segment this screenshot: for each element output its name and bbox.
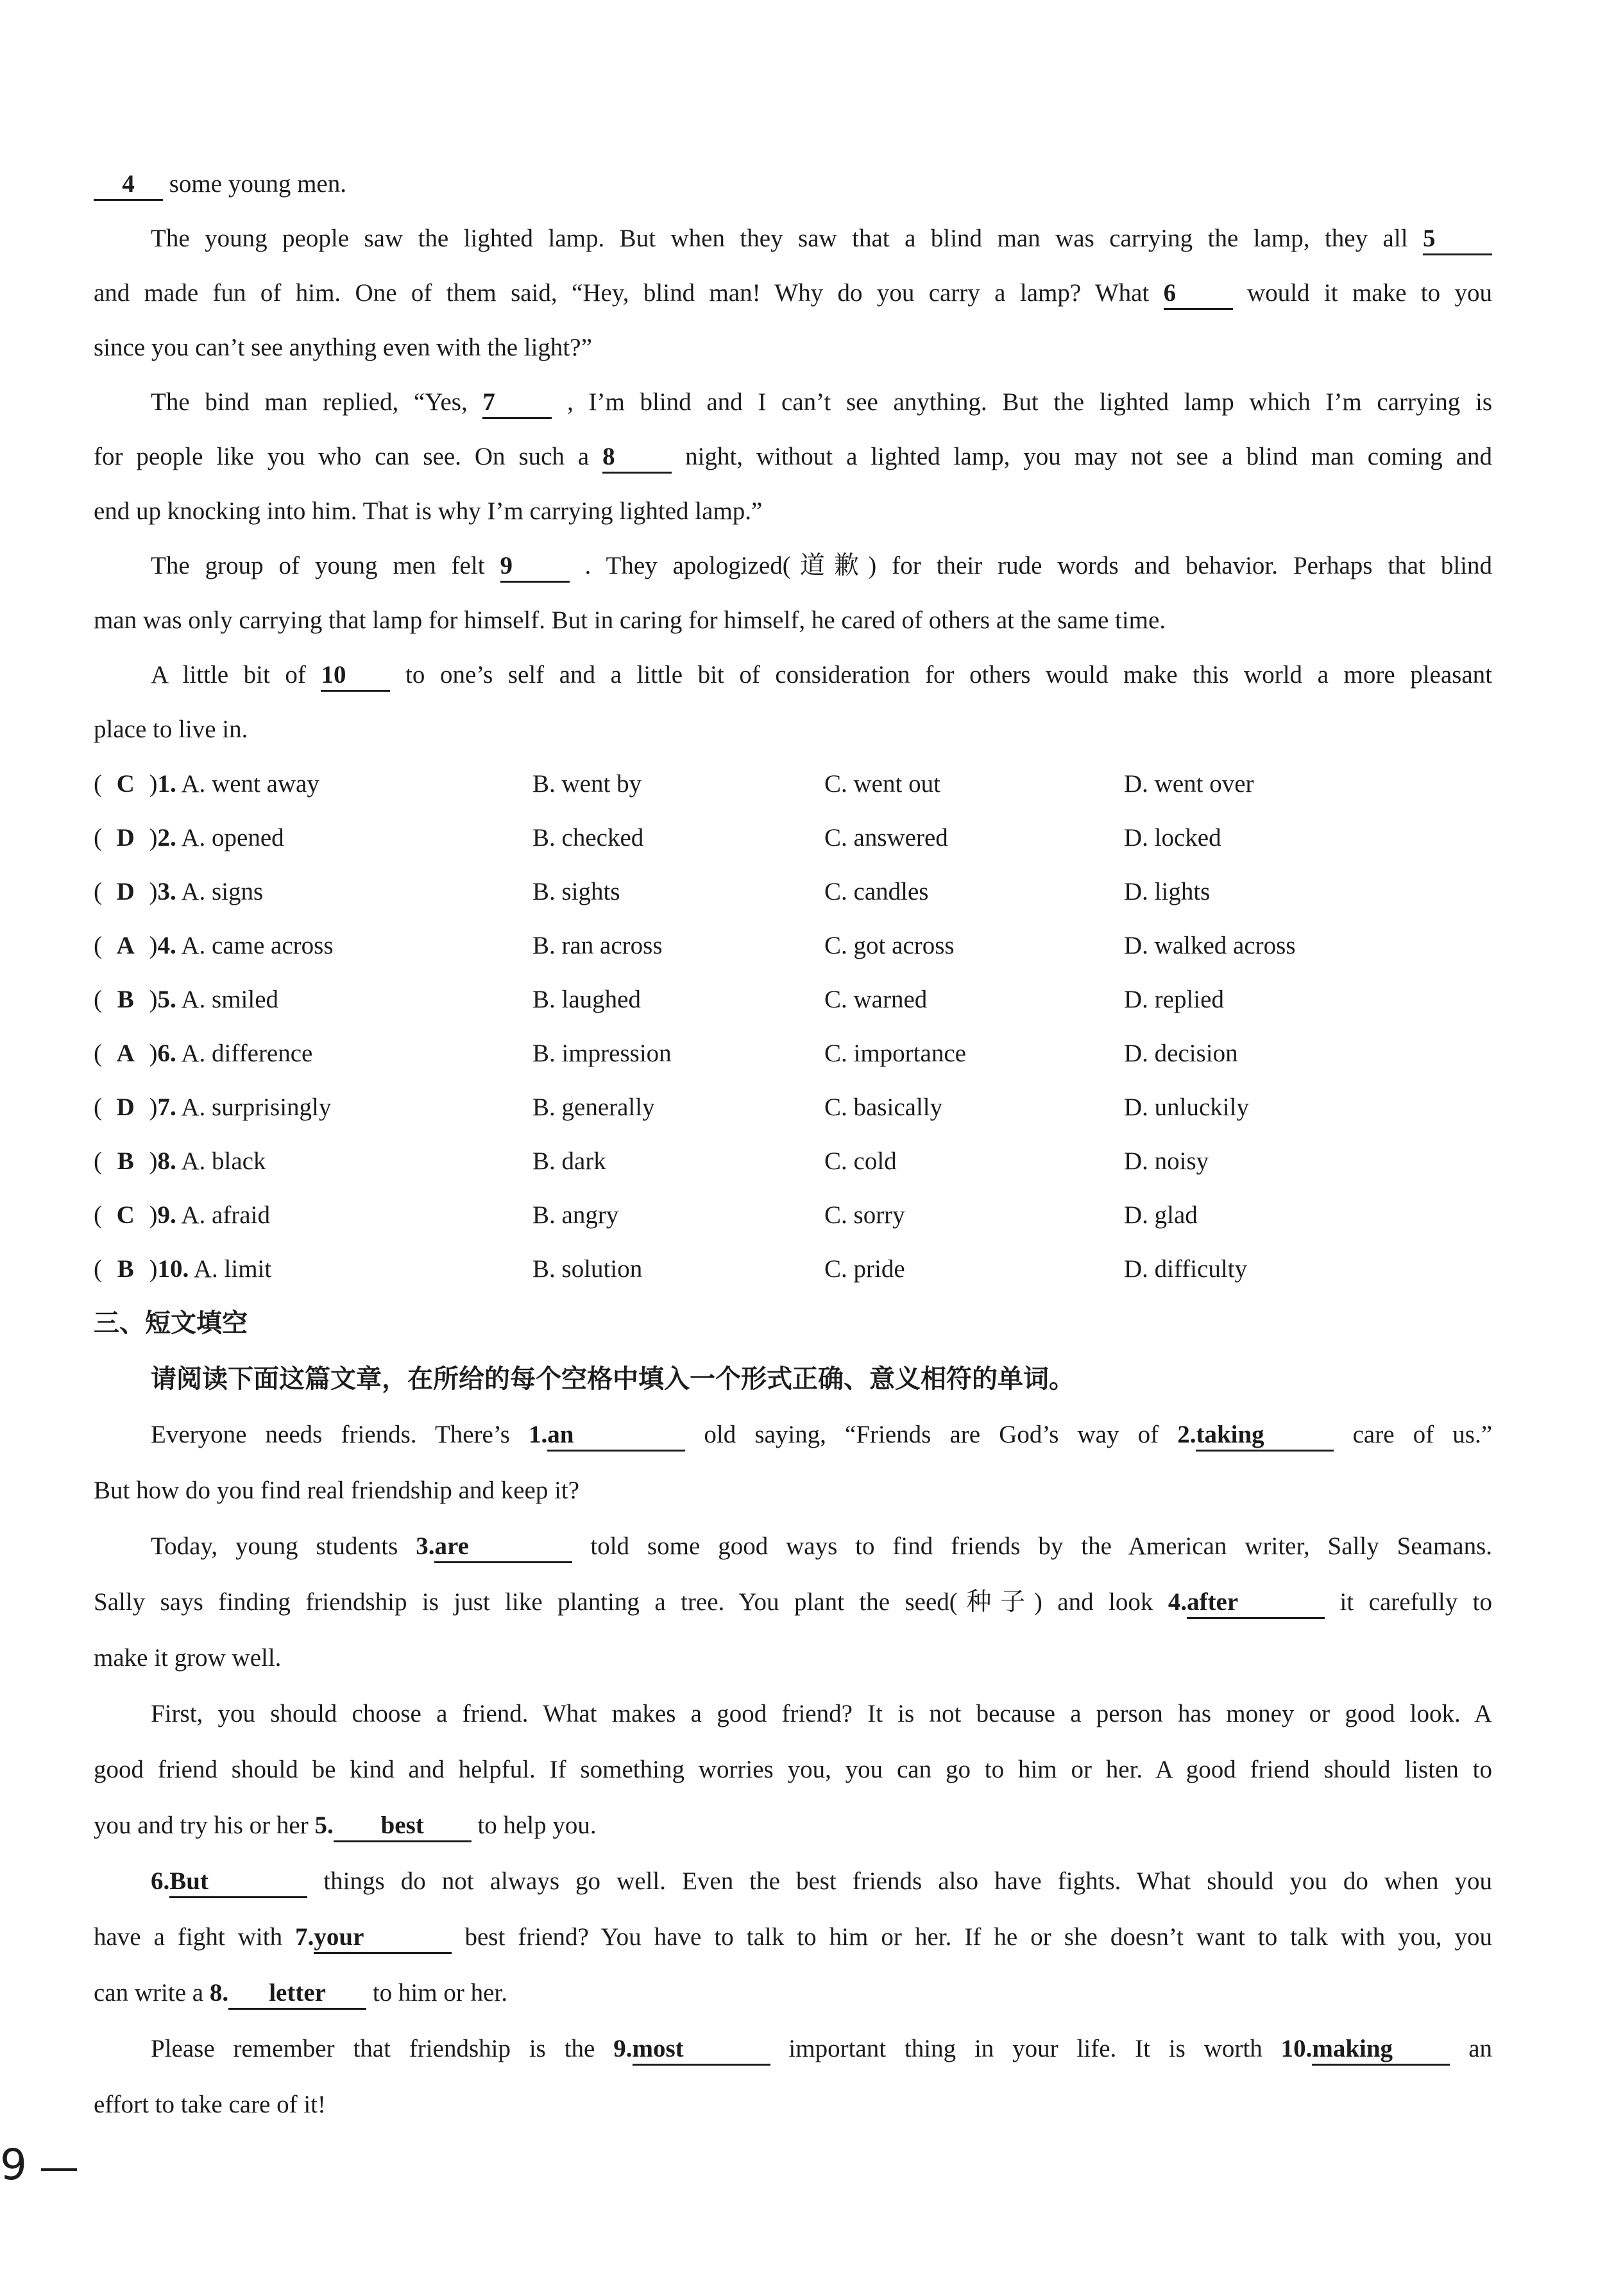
text: A little bit of xyxy=(151,661,306,689)
passage1-line-7: end up knocking into him. That is why I’m carrying lighted lamp.” xyxy=(94,497,763,525)
blank-number: 10. xyxy=(1280,2035,1313,2062)
text: for people like you who can see. On such a xyxy=(94,443,590,470)
text: important thing in your life. It is worth xyxy=(788,2035,1262,2062)
text: , I’m blind and I can’t see anything. But the lighted lamp which I’m carrying is xyxy=(567,388,1493,416)
option-c: C. warned xyxy=(824,986,928,1013)
blank-number: 8. xyxy=(209,1979,229,2007)
text: would it make to you xyxy=(1247,279,1492,307)
answer-blank-2: taking xyxy=(1196,1420,1334,1452)
blank-number: 3. xyxy=(416,1532,435,1560)
answer-mark: C xyxy=(116,770,135,798)
option-d: D. replied xyxy=(1124,986,1224,1013)
option-d: D. unluckily xyxy=(1124,1093,1249,1121)
answer-mark: D xyxy=(116,824,135,852)
passage2-line-12 xyxy=(151,2022,1492,2076)
question-stem: ( D )7. A. surprisingly xyxy=(94,1081,331,1135)
answer-blank-5: best xyxy=(334,1811,472,1842)
option-a: A. signs xyxy=(181,878,264,905)
option-c: C. cold xyxy=(824,1147,897,1175)
text: Please remember that friendship is the xyxy=(151,2035,595,2062)
option-a: A. black xyxy=(181,1147,266,1175)
option-c: C. pride xyxy=(824,1255,905,1283)
question-row xyxy=(0,919,1598,973)
text: best friend? You have to talk to him or her. If he or she doesn’t want to talk with you, you xyxy=(464,1923,1493,1951)
option-d: D. locked xyxy=(1124,824,1221,852)
option-d: D. lights xyxy=(1124,878,1211,905)
passage2-line-3 xyxy=(151,1520,1492,1573)
option-d: D. decision xyxy=(1124,1040,1238,1067)
blank-4: 4 xyxy=(94,169,163,201)
option-b: B. sights xyxy=(532,878,620,905)
page-number: 9 xyxy=(0,2140,27,2189)
answer-mark: B xyxy=(117,1255,134,1283)
question-stem: ( B )5. A. smiled xyxy=(94,973,278,1027)
text: it carefully to xyxy=(1339,1588,1492,1616)
passage1-line-11: place to live in. xyxy=(94,715,248,743)
text: and made fun of him. One of them said, “Hey, blind man! Why do you carry a lamp? What xyxy=(94,279,1150,307)
option-c: C. basically xyxy=(824,1093,943,1121)
question-number: 3. xyxy=(157,878,176,905)
question-number: 7. xyxy=(157,1093,176,1121)
question-row xyxy=(0,1188,1598,1242)
question-row xyxy=(0,1081,1598,1135)
option-a: A. smiled xyxy=(181,986,279,1013)
option-a: A. went away xyxy=(181,770,319,798)
option-a: A. opened xyxy=(181,824,284,852)
blank-number: 9. xyxy=(613,2035,633,2062)
passage2-line-1 xyxy=(151,1408,1492,1462)
option-a: A. limit xyxy=(193,1255,272,1283)
text: have a fight with xyxy=(94,1923,283,1951)
passage2-line-4 xyxy=(94,1575,1492,1629)
passage1-line-9: man was only carrying that lamp for himself. But in caring for himself, he cared of others at the same time. xyxy=(94,606,1166,634)
option-c: C. candles xyxy=(824,878,929,905)
option-b: B. checked xyxy=(532,824,644,852)
text: some young men. xyxy=(169,170,346,198)
passage1-line-3 xyxy=(94,266,1492,320)
text: you and try his or her xyxy=(94,1812,309,1839)
answer-mark: B xyxy=(117,1147,134,1175)
question-row xyxy=(0,865,1598,919)
option-b: B. ran across xyxy=(532,932,663,959)
answer-mark: A xyxy=(116,932,135,959)
question-stem: ( B )8. A. black xyxy=(94,1135,266,1188)
text: The bind man replied, “Yes, xyxy=(151,388,468,416)
option-c: C. answered xyxy=(824,824,948,852)
text: can write a xyxy=(94,1979,204,2007)
answer-mark: D xyxy=(116,1093,135,1121)
option-a: A. afraid xyxy=(181,1201,270,1229)
text: The group of young men felt xyxy=(151,552,485,579)
text: things do not always go well. Even the best friends also have fights. What should you do when you xyxy=(323,1867,1493,1895)
blank-10: 10 xyxy=(321,660,390,692)
passage2-line-8 xyxy=(94,1799,1492,1853)
question-stem: ( D )3. A. signs xyxy=(94,865,263,919)
option-d: D. difficulty xyxy=(1124,1255,1248,1283)
question-stem: ( A )4. A. came across xyxy=(94,919,334,973)
text: told some good ways to find friends by the American writer, Sally Seamans. xyxy=(590,1532,1493,1560)
question-stem: ( C )1. A. went away xyxy=(94,757,319,811)
question-number: 6. xyxy=(157,1040,176,1067)
question-stem: ( C )9. A. afraid xyxy=(94,1188,270,1242)
answer-blank-6: But xyxy=(169,1867,307,1898)
blank-number: 4. xyxy=(1168,1588,1187,1616)
text: Sally says finding friendship is just like planting a tree. You plant the seed(种子) and look xyxy=(94,1588,1153,1616)
option-b: B. laughed xyxy=(532,986,641,1013)
option-d: D. noisy xyxy=(1124,1147,1209,1175)
passage2-line-11 xyxy=(94,1966,1492,2020)
answer-mark: A xyxy=(116,1040,135,1067)
text: Everyone needs friends. There’s xyxy=(151,1421,510,1448)
question-row xyxy=(0,1242,1598,1296)
answer-mark: B xyxy=(117,986,134,1013)
answer-mark: C xyxy=(116,1201,135,1229)
option-c: C. importance xyxy=(824,1040,966,1067)
passage1-line-8 xyxy=(151,539,1492,593)
question-number: 4. xyxy=(157,932,176,959)
passage2-line-9 xyxy=(151,1855,1492,1908)
text: to one’s self and a little bit of consideration for others would make this world a more pleasant xyxy=(405,661,1492,689)
blank-5: 5 xyxy=(1423,224,1492,255)
blank-number: 6. xyxy=(151,1867,170,1895)
answer-blank-3: are xyxy=(434,1532,572,1563)
text: an xyxy=(1468,2035,1493,2062)
question-stem: ( D )2. A. opened xyxy=(94,811,284,865)
option-b: B. dark xyxy=(532,1147,606,1175)
passage2-line-6: First, you should choose a friend. What makes a good friend? It is not because a person has money or good look. A xyxy=(151,1700,1492,1727)
option-b: B. solution xyxy=(532,1255,643,1283)
blank-number: 2. xyxy=(1177,1421,1196,1448)
passage2-line-2: But how do you find real friendship and keep it? xyxy=(94,1477,580,1504)
answer-mark: D xyxy=(116,878,135,905)
passage2-line-10 xyxy=(94,1910,1492,1964)
passage1-line-1 xyxy=(94,157,1492,211)
option-b: B. went by xyxy=(532,770,642,798)
answer-blank-7: your xyxy=(314,1923,452,1954)
question-number: 1. xyxy=(157,770,176,798)
blank-8: 8 xyxy=(602,442,672,474)
text: Today, young students xyxy=(151,1532,398,1560)
passage2-line-7: good friend should be kind and helpful. If something worries you, you can go to him or her. A good friend should listen to xyxy=(94,1756,1492,1783)
option-d: D. went over xyxy=(1124,770,1254,798)
passage2-line-5: make it grow well. xyxy=(94,1644,282,1672)
section3-heading: 三、短文填空 xyxy=(94,1308,248,1338)
option-b: B. generally xyxy=(532,1093,655,1121)
text: to help you. xyxy=(477,1812,597,1839)
blank-number: 5. xyxy=(314,1812,334,1839)
blank-9: 9 xyxy=(500,551,570,583)
passage1-line-5 xyxy=(151,375,1492,429)
question-number: 10. xyxy=(157,1255,189,1283)
question-row xyxy=(0,973,1598,1027)
passage1-line-2 xyxy=(151,212,1492,266)
option-a: A. difference xyxy=(181,1040,313,1067)
passage1-line-10 xyxy=(151,648,1492,702)
question-row xyxy=(0,811,1598,865)
text: to him or her. xyxy=(372,1979,507,2007)
blank-6: 6 xyxy=(1164,278,1233,310)
question-stem: ( A )6. A. difference xyxy=(94,1027,312,1081)
option-a: A. surprisingly xyxy=(181,1093,332,1121)
passage1-line-6 xyxy=(94,430,1492,484)
text: night, without a lighted lamp, you may not see a blind man coming and xyxy=(685,443,1493,470)
option-c: C. went out xyxy=(824,770,940,798)
answer-blank-8: letter xyxy=(228,1978,366,2010)
question-row xyxy=(0,1135,1598,1188)
question-row xyxy=(0,1027,1598,1081)
option-c: C. sorry xyxy=(824,1201,905,1229)
option-d: D. glad xyxy=(1124,1201,1198,1229)
option-d: D. walked across xyxy=(1124,932,1296,959)
passage2-line-13: effort to take care of it! xyxy=(94,2091,327,2118)
question-number: 2. xyxy=(157,824,176,852)
question-number: 5. xyxy=(157,986,176,1013)
passage1-line-4: since you can’t see anything even with the light?” xyxy=(94,334,592,361)
answer-blank-10: making xyxy=(1312,2034,1450,2066)
option-a: A. came across xyxy=(181,932,334,959)
section3-instruction: 请阅读下面这篇文章，在所给的每个空格中填入一个形式正确、意义相符的单词。 xyxy=(151,1364,1075,1394)
blank-number: 1. xyxy=(529,1421,548,1448)
question-stem: ( B )10. A. limit xyxy=(94,1242,271,1296)
text: . They apologized(道歉) for their rude words and behavior. Perhaps that blind xyxy=(584,552,1493,579)
question-number: 8. xyxy=(157,1147,176,1175)
page-number-dash xyxy=(41,2168,77,2171)
answer-blank-4: after xyxy=(1187,1588,1325,1619)
text: care of us.” xyxy=(1352,1421,1492,1448)
question-row xyxy=(0,757,1598,811)
option-c: C. got across xyxy=(824,932,955,959)
blank-7: 7 xyxy=(482,388,552,419)
answer-blank-9: most xyxy=(633,2034,770,2066)
text: old saying, “Friends are God’s way of xyxy=(704,1421,1159,1448)
blank-number: 7. xyxy=(295,1923,314,1951)
option-b: B. impression xyxy=(532,1040,672,1067)
answer-blank-1: an xyxy=(547,1420,685,1452)
text: The young people saw the lighted lamp. But when they saw that a blind man was carrying the lamp, they all xyxy=(151,225,1408,252)
option-b: B. angry xyxy=(532,1201,619,1229)
question-number: 9. xyxy=(157,1201,176,1229)
